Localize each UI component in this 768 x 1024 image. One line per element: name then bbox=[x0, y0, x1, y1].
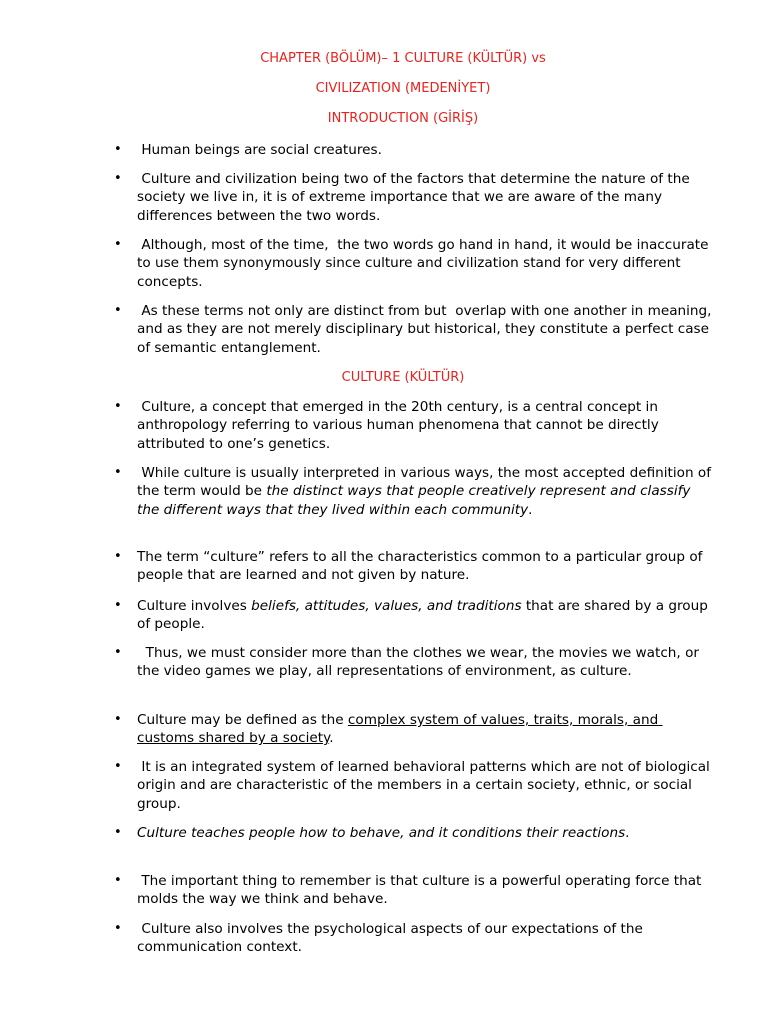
culture-item-2-text: While culture is usually interpreted in various ways, the most accepted definition of the term would be bbox=[137, 465, 716, 500]
chapter-title-line1: CHAPTER (BÖLÜM)– 1 CULTURE (KÜLTÜR) vs bbox=[260, 51, 546, 66]
chapter-title-line2: CIVILIZATION (MEDENİYET) bbox=[315, 81, 491, 96]
culture-item-9-text: The important thing to remember is that culture is a powerful operating force that molds the way we think and behave. bbox=[137, 873, 706, 908]
culture-item-6: • Culture may be defined as the complex system of values, traits, morals, and customs shared by a society. bbox=[114, 712, 663, 747]
culture-item-10 bbox=[114, 920, 714, 957]
introduction-heading: INTRODUCTION (GİRİŞ) bbox=[327, 111, 479, 126]
culture-definition-underlined: complex system of values, traits, morals, and customs shared by a society bbox=[137, 712, 663, 747]
bullet-icon: • bbox=[114, 171, 122, 186]
bullet-icon: • bbox=[114, 825, 122, 840]
culture-item-8: • Culture teaches people how to behave, and it conditions their reactions. bbox=[114, 825, 630, 841]
bullet-icon: • bbox=[114, 873, 122, 888]
bullet-icon: • bbox=[114, 549, 122, 564]
culture-item-5-text: Thus, we must consider more than the clothes we wear, the movies we watch, or the video games we play, all representations of environment, as culture. bbox=[137, 645, 704, 680]
bullet-icon: • bbox=[114, 465, 122, 480]
bullet-icon: • bbox=[114, 399, 122, 414]
culture-item-5 bbox=[114, 644, 714, 681]
culture-item-7-text: It is an integrated system of learned behavioral patterns which are not of biological origin and are characteristic of the members in a certain society, ethnic, or social group. bbox=[137, 759, 715, 812]
intro-item-2 bbox=[114, 170, 714, 225]
bullet-icon: • bbox=[114, 645, 122, 660]
bullet-icon: • bbox=[114, 712, 122, 727]
culture-item-4: • Culture involves beliefs, attitudes, values, and traditions that are shared by a group of people. bbox=[114, 598, 713, 633]
bullet-icon: • bbox=[114, 921, 122, 936]
intro-item-1 bbox=[114, 141, 714, 159]
culture-item-7 bbox=[114, 758, 714, 813]
culture-item-1 bbox=[114, 398, 714, 453]
culture-item-4-text: Culture involves bbox=[137, 598, 252, 614]
culture-heading: CULTURE (KÜLTÜR) bbox=[341, 370, 465, 385]
intro-item-2-text: Culture and civilization being two of the factors that determine the nature of the society we live in, it is of extreme importance that we are aware of the many differences between the two words. bbox=[137, 171, 695, 224]
culture-item-2: • While culture is usually interpreted in various ways, the most accepted definition of the term would be the distinct ways that people creatively represent and classify the different ways that they lived within each community. bbox=[114, 465, 716, 518]
bullet-icon: • bbox=[114, 598, 122, 613]
culture-item-3-text: The term “culture” refers to all the characteristics common to a particular group of people that are learned and not given by nature. bbox=[137, 549, 707, 584]
culture-item-10-text: Culture also involves the psychological aspects of our expectations of the communication context. bbox=[137, 921, 648, 956]
culture-item-3 bbox=[114, 548, 714, 585]
bullet-icon: • bbox=[114, 237, 122, 252]
intro-item-3 bbox=[114, 236, 714, 291]
intro-item-1-text: Human beings are social creatures. bbox=[141, 142, 382, 158]
bullet-icon: • bbox=[114, 142, 122, 157]
intro-item-4 bbox=[114, 302, 714, 357]
culture-definition-emphasis: the distinct ways that people creatively represent and classify the different ways that they lived within each community bbox=[137, 483, 695, 518]
culture-item-8-text: Culture teaches people how to behave, and it conditions their reactions bbox=[137, 825, 626, 841]
bullet-icon: • bbox=[114, 759, 122, 774]
intro-item-4-text: As these terms not only are distinct from but overlap with one another in meaning, and as they are not merely disciplinary but historical, they constitute a perfect case of semantic entanglement. bbox=[137, 303, 716, 356]
intro-item-3-text: Although, most of the time, the two words go hand in hand, it would be inaccurate to use them synonymously since culture and civilization stand for very different concepts. bbox=[137, 237, 713, 290]
bullet-icon: • bbox=[114, 303, 122, 318]
culture-item-6-text: Culture may be defined as the bbox=[137, 712, 348, 728]
culture-involves-emphasis: beliefs, attitudes, values, and traditions bbox=[251, 598, 522, 614]
culture-item-1-text: Culture, a concept that emerged in the 20th century, is a central concept in anthropology referring to various human phenomena that cannot be directly attributed to one’s genetics. bbox=[137, 399, 664, 452]
culture-item-9 bbox=[114, 872, 714, 909]
